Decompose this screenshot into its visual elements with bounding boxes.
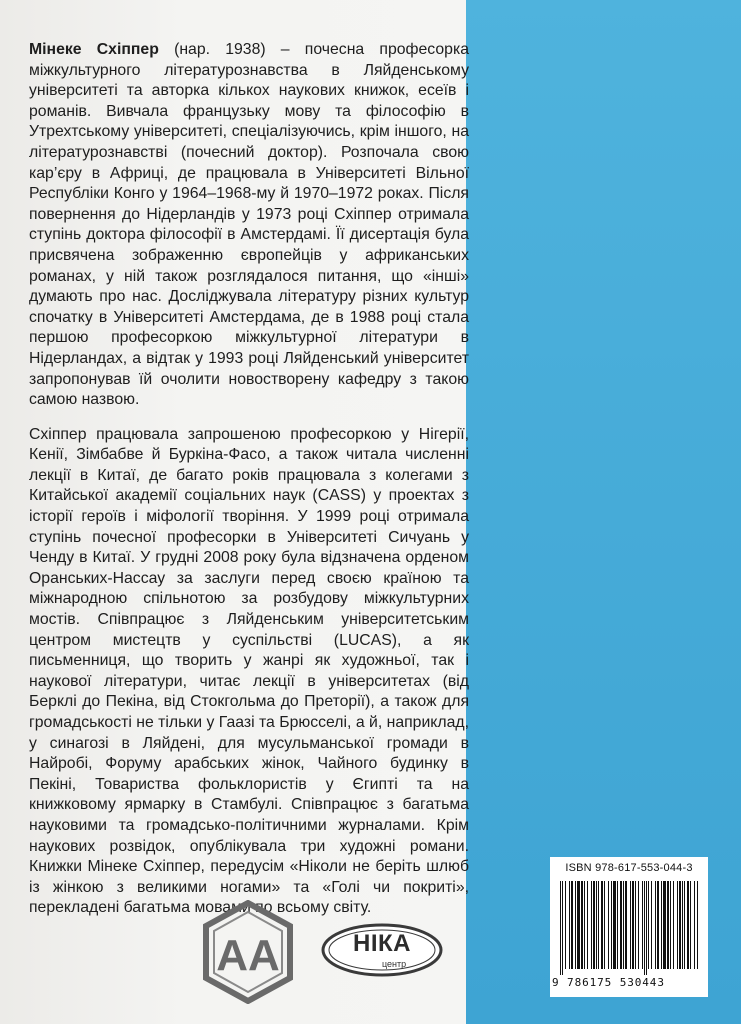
aa-logo-letters: АА: [216, 931, 280, 980]
bio-paragraph-1: [29, 40, 469, 411]
author-name: Мінеке Схіппер: [29, 41, 159, 58]
bio-paragraph-2: Схіппер працювала запрошеною професоркою у Нігерії, Кенії, Зімбабве й Буркіна-Фасо, а також читала численні лекції в Китаї, де багато років працювала з колегами з Китайської академії соціальних наук (CASS) у проектах з історії героїв і міфології творіння. У 1999 році отримала ступінь почесної професорки в Університеті Сичуань у Ченду в Китаї. У грудні 2008 року була відзначена орденом Оранських-Нассау за заслуги перед своєю країною та міжнародною спільнотою за розбудову міжкультурних мостів. Співпрацює з Ляйденським університетським центром мистецтв у суспільстві (LUCAS), а як письменниця, що творить у жанрі як художньої, так і наукової літератури, читає лекції в університетах (від Берклі до Пекіна, від Стокгольма до Преторії), а також для громадськості не тільки у Гаазі та Брюсселі, а й, наприклад, у синагозі в Ляйдені, для мусульманської громади в Найробі, Форуму арабських жінок, Чайного будинку в Пекіні, Товариства фольклористів у Єгипті та на книжковому ярмарку в Стамбулі. Співпрацює з багатьма науковими та громадсько-політичними журналами. Крім наукових розвідок, опублікувала три художні романи. Книжки Мінеке Схіппер, передусім «Ніколи не беріть шлюб із жінкою з великими ногами» та «Голі чи покриті», перекладені багатьма мовами по всьому світу.: [29, 425, 469, 917]
aa-publisher-logo: [200, 900, 296, 1009]
isbn-barcode-box: [550, 857, 708, 997]
author-biography: [29, 40, 469, 919]
bio-paragraph-1-text: (нар. 1938) – почесна професорка міжкультурного літературознавства в Ляйденському університеті та авторка кількох наукових книжок, есеїв і романів. Вивчала французьку мову та філософію в Утрехтському університеті, спеціалізуючись, крім іншого, на літературознавстві (почесний доктор). Розпочала свою кар’єру в Африці, де працювала в Університеті Вільної Республіки Конго у 1964–1968-му й 1970–1972 роках. Після повернення до Нідерландів у 1973 році Схіппер отримала ступінь доктора філософії в Амстердамі. Її дисертація була присвячена зображенню європейців у африканських романах, у ній також розглядалося питання, що «інші» думають про нас. Досліджувала літературу різних культур спочатку в Університеті Амстердама, де в 1988 році стала першою професоркою міжкультурної літератури в Нідерландах, а відтак у 1993 році Ляйденський університет запропонував їй очолити новостворену кафедру з такою самою назвою.: [29, 41, 470, 409]
isbn-label: ISBN 978-617-553-044-3: [565, 862, 693, 874]
nika-logo-subtitle: центр: [382, 959, 407, 969]
barcode-bars: [558, 881, 700, 975]
nika-logo-title: НІКА: [353, 930, 411, 957]
barcode-digits: 9 786175 530443: [552, 976, 665, 989]
